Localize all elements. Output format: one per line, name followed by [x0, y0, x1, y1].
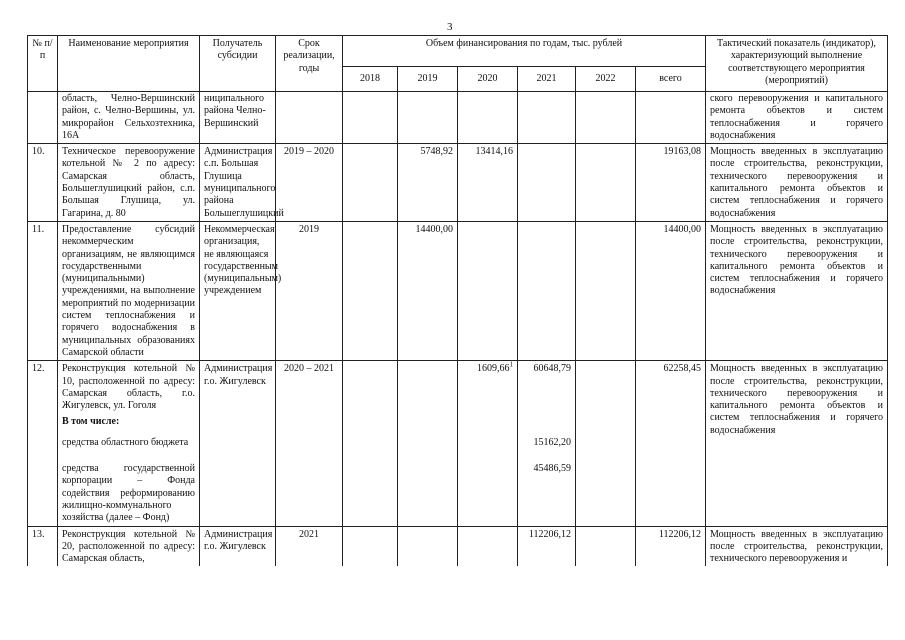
row-2020: 13414,16 [458, 144, 518, 222]
row-term: 2019 – 2020 [276, 144, 343, 222]
row-num: 11. [28, 221, 58, 360]
table-row [28, 361, 888, 526]
header-funding: Объем финансирования по годам, тыс. рублей [343, 36, 706, 67]
header-row [28, 36, 888, 67]
row-2021-value: 60648,79 [533, 363, 571, 375]
sub-row-fund-2021: 45486,59 [533, 462, 571, 474]
row-name [58, 361, 200, 526]
row-total: 62258,45 [636, 361, 706, 526]
header-recipient: Получатель субсидии [200, 36, 276, 92]
header-name: Наименование мероприятия [58, 36, 200, 92]
table-row [28, 526, 888, 566]
row-recipient: Администрация с.п. Большая Глушица муниципального района Большеглушицкий [200, 144, 276, 222]
row-2020 [458, 221, 518, 360]
row-name: Реконструкция котельной № 20, расположенной по адресу: Самарская область, [58, 526, 200, 566]
row-total: 14400,00 [636, 221, 706, 360]
row-2019: 14400,00 [398, 221, 458, 360]
row-2020 [458, 361, 518, 526]
row-2022 [576, 144, 636, 222]
cont-indicator: ского перевооружения и капитального ремонта объектов и систем теплоснабжения и горячего водоснабжения [706, 92, 888, 144]
row-2022 [576, 526, 636, 566]
row-2022 [576, 361, 636, 526]
table-row [28, 221, 888, 360]
row-2020-value: 1609,66 [477, 363, 510, 375]
row-2021 [518, 221, 576, 360]
table-row [28, 144, 888, 222]
row-indicator: Мощность введенных в эксплуатацию после строительства, реконструкции, технического перевооружения и капитального ремонта объектов и систем теплоснабжения и горячего водоснабжения [706, 361, 888, 526]
row-2019: 5748,92 [398, 144, 458, 222]
row-2019 [398, 526, 458, 566]
row-term: 2021 [276, 526, 343, 566]
cont-num [28, 92, 58, 144]
row-2018 [343, 144, 398, 222]
row-2021 [518, 144, 576, 222]
row-num: 13. [28, 526, 58, 566]
row-total: 19163,08 [636, 144, 706, 222]
cont-name: область, Челно-Вершинский район, с. Челно-Вершины, ул. микрорайон Сельхозтехника, 16А [58, 92, 200, 144]
row-2022 [576, 221, 636, 360]
row-indicator: Мощность введенных в эксплуатацию после строительства, реконструкции, технического перевооружения и [706, 526, 888, 566]
row-2020 [458, 526, 518, 566]
header-num: № п/п [28, 36, 58, 92]
footnote-marker: 1 [509, 360, 513, 369]
page-number: 3 [447, 21, 453, 33]
row-indicator: Мощность введенных в эксплуатацию после строительства, реконструкции, технического перевооружения и капитального ремонта объектов и систем теплоснабжения и горячего водоснабжения [706, 144, 888, 222]
row-term: 2019 [276, 221, 343, 360]
row-2019 [398, 361, 458, 526]
row-recipient: Администрация г.о. Жигулевск [200, 526, 276, 566]
row-total: 112206,12 [636, 526, 706, 566]
sub-row-regional-budget-2021: 15162,20 [533, 436, 571, 448]
sub-row-fund: средства государственной корпорации – Фонда содействия реформированию жилищно-коммунального хозяйства (далее – Фонд) [62, 463, 195, 524]
header-year-2019: 2019 [398, 67, 458, 92]
funding-table [27, 35, 888, 566]
table-row-continuation [28, 92, 888, 144]
row-indicator: Мощность введенных в эксплуатацию после строительства, реконструкции, технического перевооружения и капитального ремонта объектов и систем теплоснабжения и горячего водоснабжения [706, 221, 888, 360]
row-term: 2020 – 2021 [276, 361, 343, 526]
row-name: Техническое перевооружение котельной № 2 по адресу: Самарская область, Большеглушицкий район, с.п. Большая Глушица, ул. Гагарина, д. 80 [58, 144, 200, 222]
header-term: Срок реализации, годы [276, 36, 343, 92]
row-2018 [343, 526, 398, 566]
row-recipient: Некоммерческая организация, не являющаяся государственным (муниципальным) учреждением [200, 221, 276, 360]
row-num: 12. [28, 361, 58, 526]
row-2018 [343, 221, 398, 360]
row-2021 [518, 361, 576, 526]
row-name: Предоставление субсидий некоммерческим организациям, не являющимся государственными (муниципальными) учреждениями, на выполнение мероприятий по модернизации систем теплоснабжения и горячего водоснабжения в муниципальных образованиях Самарской области [58, 221, 200, 360]
including-label: В том числе: [62, 416, 120, 428]
row-2018 [343, 361, 398, 526]
row-name-text: Реконструкция котельной № 10, расположенной по адресу: Самарская область, г.о. Жигулевск, ул. Гоголя [62, 363, 195, 412]
header-year-2018: 2018 [343, 67, 398, 92]
row-2021: 112206,12 [518, 526, 576, 566]
header-total: всего [636, 67, 706, 92]
header-year-2020: 2020 [458, 67, 518, 92]
row-recipient: Администрация г.о. Жигулевск [200, 361, 276, 526]
row-num: 10. [28, 144, 58, 222]
header-indicator: Тактический показатель (индикатор), характеризующий выполнение соответствующего мероприятия (мероприятий) [706, 36, 888, 92]
header-year-2022: 2022 [576, 67, 636, 92]
cont-recipient: ниципального района Челно-Вершинский [200, 92, 276, 144]
sub-row-regional-budget: средства областного бюджета [62, 436, 189, 448]
header-year-2021: 2021 [518, 67, 576, 92]
